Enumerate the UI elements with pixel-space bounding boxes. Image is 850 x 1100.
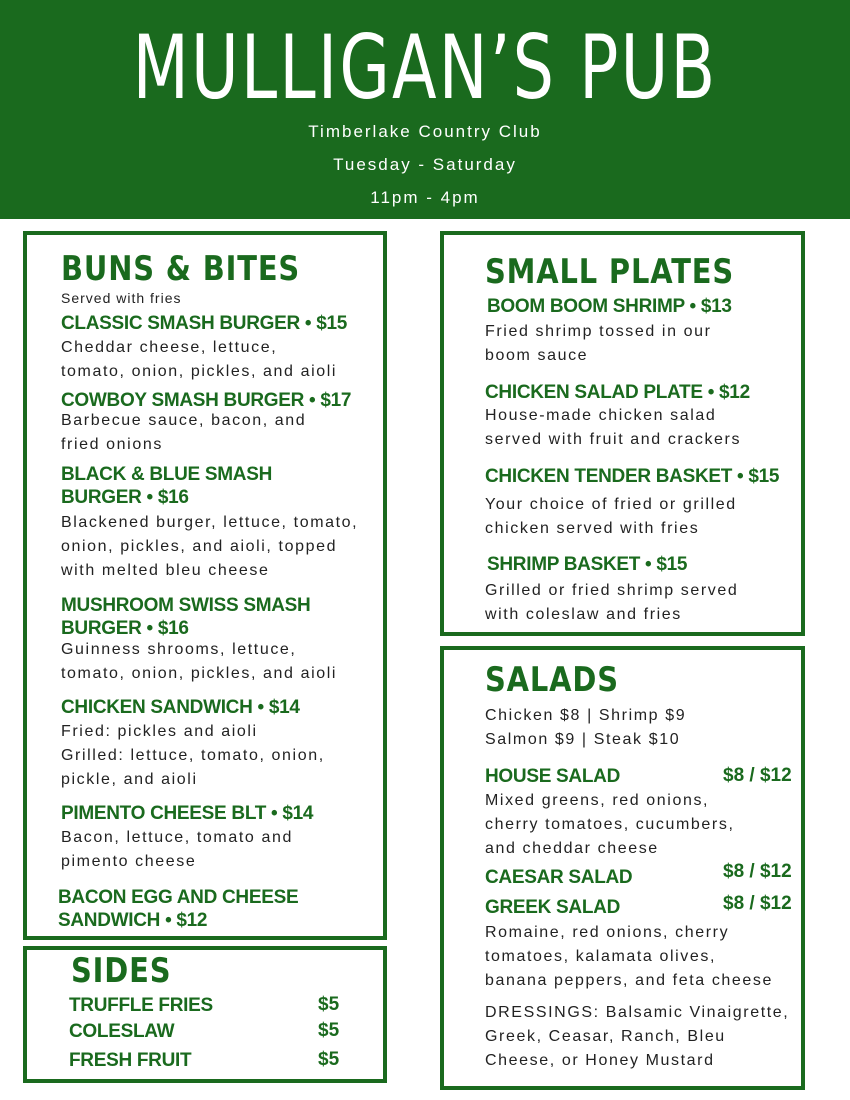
buns-bites-note: Served with fries [61,290,182,306]
menu-item-name: CLASSIC SMASH BURGER • $15 [61,313,348,334]
menu-item-desc: Blackened burger, lettuce, tomato, onion, pickles, and aioli, topped with melted bleu cheese [61,514,359,579]
side-item-name: FRESH FRUIT [69,1050,192,1071]
side-item-name: COLESLAW [69,1021,175,1042]
salad-price: $8 / $12 [723,893,792,914]
menu-item-desc: Romaine, red onions, cherry tomatoes, kalamata olives, banana peppers, and feta cheese [485,924,774,989]
salad-name: HOUSE SALAD [485,766,620,787]
salad-dressings: DRESSINGS: Balsamic Vinaigrette, Greek, Ceasar, Ranch, Bleu Cheese, or Honey Mustard [485,1004,790,1069]
menu-item-desc: Guinness shrooms, lettuce, tomato, onion, pickles, and aioli [61,641,338,682]
menu-item-desc: House-made chicken salad served with fruit and crackers [485,407,742,448]
menu-item-name: CHICKEN SANDWICH • $14 [61,697,300,718]
venue-name: Timberlake Country Club [308,122,542,141]
menu-item-desc: Barbecue sauce, bacon, and fried onions [61,412,307,453]
menu-item-desc: Your choice of fried or grilled chicken served with fries [485,496,737,537]
menu-item-desc: Mixed greens, red onions, cherry tomatoes, cucumbers, and cheddar cheese [485,792,735,857]
small-plates-title: SMALL PLATES [485,252,735,292]
side-item-price: $5 [318,1049,340,1070]
menu-item-desc: Cheddar cheese, lettuce, tomato, onion, pickles, and aioli [61,339,338,380]
salad-name: CAESAR SALAD [485,867,633,888]
menu-item-name: BOOM BOOM SHRIMP • $13 [487,296,732,317]
pub-title: MULLIGAN’S PUB [132,16,718,119]
buns-bites-title: BUNS & BITES [61,249,301,289]
menu-item-desc: Bacon, lettuce, tomato and pimento cheese [61,829,293,870]
side-item-price: $5 [318,994,340,1015]
service-hours: 11pm - 4pm [370,188,480,207]
header-banner [0,0,850,219]
sides-title: SIDES [71,951,172,991]
menu-item-name: BACON EGG AND CHEESE SANDWICH • $12 [58,887,299,931]
menu-item-desc: Fried shrimp tossed in our boom sauce [485,323,712,364]
menu-item-name: MUSHROOM SWISS SMASH BURGER • $16 [61,595,311,639]
menu-item-desc: Grilled or fried shrimp served with coleslaw and fries [485,582,739,623]
menu-item-name: PIMENTO CHEESE BLT • $14 [61,803,314,824]
menu-item-name: SHRIMP BASKET • $15 [487,554,688,575]
menu-item-name: COWBOY SMASH BURGER • $17 [61,390,352,411]
salad-name: GREEK SALAD [485,897,620,918]
salad-price: $8 / $12 [723,861,792,882]
menu-item-name: BLACK & BLUE SMASH BURGER • $16 [61,464,272,508]
salad-price: $8 / $12 [723,765,792,786]
menu-item-name: CHICKEN SALAD PLATE • $12 [485,382,750,403]
service-days: Tuesday - Saturday [333,155,517,174]
side-item-name: TRUFFLE FRIES [69,995,213,1016]
menu-item-desc: Fried: pickles and aioli Grilled: lettuce, tomato, onion, pickle, and aioli [61,723,325,788]
salads-title: SALADS [485,660,619,700]
side-item-price: $5 [318,1020,340,1041]
salad-addons: Chicken $8 | Shrimp $9 Salmon $9 | Steak $10 [485,707,687,748]
menu-item-name: CHICKEN TENDER BASKET • $15 [485,466,780,487]
